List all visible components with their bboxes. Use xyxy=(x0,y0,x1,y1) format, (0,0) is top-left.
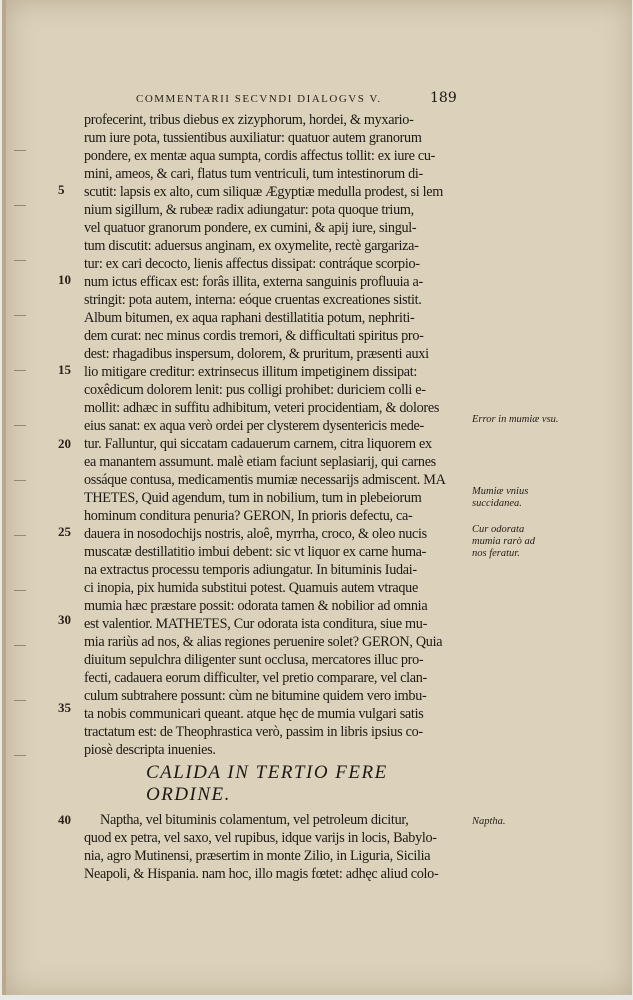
text-line: mini, ameos, & cari, flatus tum ventriculi, tum intestinorum di- xyxy=(84,166,423,182)
text-line: lio mitigare creditur: extrinsecus illitum impetiginem dissipat: xyxy=(84,364,418,380)
text-line: vel quatuor granorum pondere, ex cumini, & apij iure, singul- xyxy=(84,220,417,236)
text-line: ossáque contusa, medicamentis mumiæ necessarijs admiscent. MA xyxy=(84,472,446,488)
running-title: COMMENTARII SECVNDI DIALOGVS V. xyxy=(136,93,382,105)
text-line: rum iure pota, tussientibus auxiliatur: quatuor autem granorum xyxy=(84,130,422,146)
line-number: 30 xyxy=(58,612,71,627)
page-number: 189 xyxy=(430,90,457,106)
text-line: quod ex petra, vel saxo, vel rupibus, idque varijs in locis, Babylo- xyxy=(84,830,437,846)
text-line: tractatum est: de Theophrastica verò, passim in libris ipsius co- xyxy=(84,724,423,740)
text-line: eius sanat: ex aqua verò ordei per clysterem dysentericis mede- xyxy=(84,418,424,434)
text-line: scutit: lapsis ex alto, cum siliquæ Ægyptiæ medulla prodest, si lem xyxy=(84,184,443,200)
text-line: ea manantem assumunt. malè etiam faciunt seplasiarij, qui carnes xyxy=(84,454,436,470)
text-line: diuitum sepulchra diligenter sunt occlusa, mercatores illuc pro- xyxy=(84,652,424,668)
text-line: THETES, Quid agendum, tum in nobilium, tum in plebeiorum xyxy=(84,490,422,506)
margin-note: Naptha. xyxy=(472,816,506,827)
line-number: 40 xyxy=(58,812,71,827)
text-line: Album bitumen, ex aqua raphani destillatitia potum, nephriti- xyxy=(84,310,415,326)
text-line: dauera in nosodochijs nostris, aloê, myrrha, croco, & oleo nucis xyxy=(84,526,427,542)
text-line: stringit: pota autem, interna: eóque cruentas excreationes sistit. xyxy=(84,292,422,308)
text-line: muscatæ destillatitio imbui debent: sic vt liquor ex carne huma- xyxy=(84,544,427,560)
text-line: nia, agro Mutinensi, præsertim in monte Zilio, in Liguria, Sicilia xyxy=(84,848,431,864)
line-number: 5 xyxy=(58,182,65,197)
line-number: 10 xyxy=(58,272,71,287)
line-number: 15 xyxy=(58,362,71,377)
text-line: coxêdicum dolorem lenit: pus colligi prohibet: duriciem colli e- xyxy=(84,382,426,398)
text-line: num ictus efficax est: forâs illita, externa sanguinis profluuia a- xyxy=(84,274,423,290)
text-line: ci inopia, pix humida substitui potest. Quamuis autem vtraque xyxy=(84,580,418,596)
text-line: fecti, cadauera eorum difficulter, vel pretio comparare, vel clan- xyxy=(84,670,427,686)
book-page xyxy=(2,0,632,995)
text-line: piosè descripta inuenies. xyxy=(84,742,216,758)
text-line: hominum conditura penuria? GERON, In prioris defectu, ca- xyxy=(84,508,413,524)
text-line: tum discutit: aduersus anginam, ex oxymelite, rectè gargariza- xyxy=(84,238,419,254)
section-heading-line-1: CALIDA IN TERTIO FERE xyxy=(146,762,388,783)
text-line: mollit: adhæc in suffitu adhibitum, veteri procidentiam, & dolores xyxy=(84,400,440,416)
text-line: dest: rhagadibus inspersum, dolorem, & pruritum, præsenti auxi xyxy=(84,346,429,362)
text-line: na extractus processu temporis adiungatur. In bituminis Iudai- xyxy=(84,562,417,578)
section-heading-line-2: ORDINE. xyxy=(146,784,231,805)
text-line: est valentior. MATHETES, Cur odorata ista conditura, siue mu- xyxy=(84,616,428,632)
text-line: profecerint, tribus diebus ex zizyphorum, hordei, & myxario- xyxy=(84,112,414,128)
text-line: nium sigillum, & rubeæ radix adiungatur: pota quoque trium, xyxy=(84,202,414,218)
margin-note: Cur odorata mumia rarò ad nos feratur. xyxy=(472,524,536,559)
text-line: Neapoli, & Hispania. nam hoc, illo magis fœtet: adhęc aliud colo- xyxy=(84,866,439,882)
text-line: mia rariùs ad nos, & alias regiones peruenire solet? GERON, Quia xyxy=(84,634,443,650)
text-line: dem curat: nec minus cordis tremori, & difficultati spiritus pro- xyxy=(84,328,424,344)
text-line: pondere, ex mentæ aqua sumpta, cordis affectus tollit: ex iure cu- xyxy=(84,148,436,164)
line-number: 20 xyxy=(58,436,71,451)
line-number: 35 xyxy=(58,700,71,715)
text-line: ta nobis communicari queant. atque hęc de mumia vulgari satis xyxy=(84,706,424,722)
text-line: mumia hæc præstare possit: odorata tamen & nobilior ad omnia xyxy=(84,598,428,614)
margin-note: Mumiæ vnius succidanea. xyxy=(472,486,529,509)
text-line: tur. Falluntur, qui siccatam cadauerum carnem, citra liquorem ex xyxy=(84,436,432,452)
margin-note: Error in mumiæ vsu. xyxy=(472,414,559,425)
text-line: culum subtrahere possunt: cùm ne bitumine quidem vero imbu- xyxy=(84,688,427,704)
text-line: tur: ex cari decocto, lienis affectus dissipat: contráque scorpio- xyxy=(84,256,420,272)
gutter-binding-marks xyxy=(14,110,36,980)
line-number: 25 xyxy=(58,524,71,539)
text-line: Naptha, vel bituminis colamentum, vel petroleum dicitur, xyxy=(100,812,409,828)
